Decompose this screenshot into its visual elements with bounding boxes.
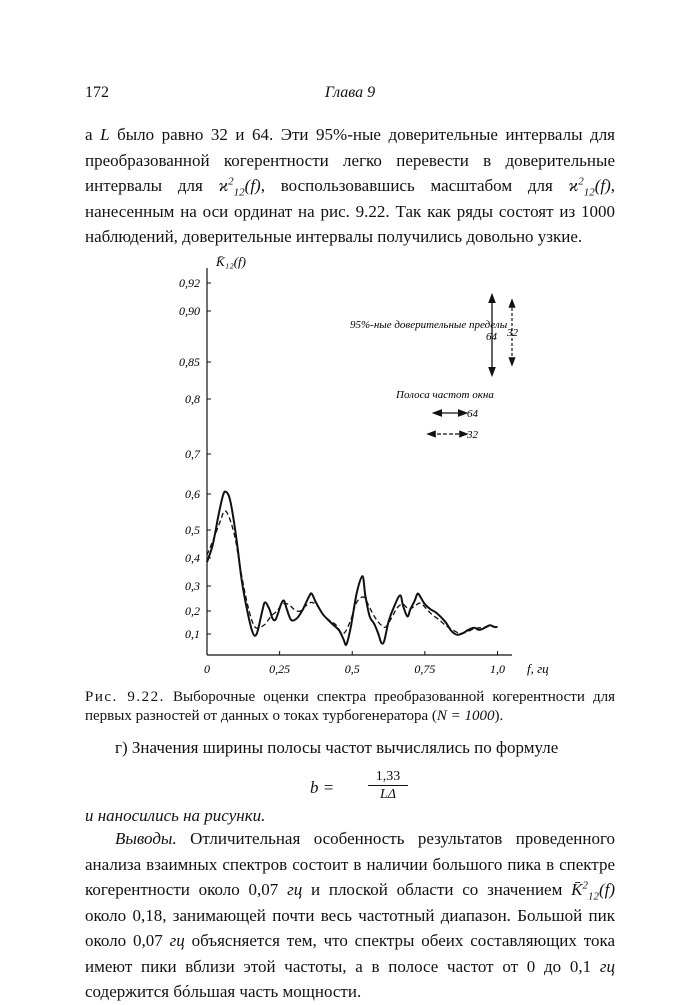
kappa-letter: ϰ (568, 176, 579, 195)
text-run: и плоской области со значением (302, 880, 572, 899)
conclusion-lead: Выводы. (115, 829, 177, 848)
ci-label: 95%-ные доверительные пределы (350, 319, 508, 331)
y-tick-label: 0,4 (185, 551, 200, 565)
legend-confidence (350, 298, 519, 372)
subscript: 12 (583, 186, 595, 199)
text-run: содержится бóльшая часть мощности. (85, 982, 362, 1001)
x-tick-label: 0,25 (269, 662, 291, 676)
y-tick-label: 0,1 (185, 627, 200, 641)
y-tick-label: 0,90 (179, 304, 200, 318)
page-number: 172 (85, 84, 109, 101)
argument: (f) (598, 880, 615, 899)
x-tick-label: 0,75 (414, 662, 436, 676)
unit: гц (169, 931, 185, 950)
unit: гц (287, 880, 303, 899)
caption-label: Рис. 9.22. (85, 689, 165, 705)
x-tick-label: 0,5 (344, 662, 360, 676)
chapter-title: Глава 9 (324, 84, 376, 101)
formula-lhs: b = (310, 778, 335, 797)
y-axis-ticks (179, 276, 211, 641)
item-g-text: г) Значения ширины полосы частот вычислялись по формуле (115, 738, 559, 757)
y-tick-label: 0,7 (185, 447, 200, 461)
chart-series (207, 491, 498, 645)
subscript: 12 (587, 890, 599, 903)
conclusion-paragraph (85, 826, 615, 1005)
superscript: 2 (228, 175, 234, 188)
x-tick-label: 1,0 (489, 662, 505, 676)
window-32-label: 32 (467, 429, 478, 441)
superscript: 2 (582, 879, 588, 892)
caption-text: Выборочные оценки спектра преобразованной когерентности для первых разностей от данных о токах турбогенератора ( (85, 689, 615, 724)
text-run: a (85, 125, 101, 144)
formula-numerator: 1,33 (368, 768, 408, 786)
text-run: , воспользовавшись масштабом для (260, 176, 569, 195)
figure-caption (85, 688, 615, 726)
subscript: 12 (233, 186, 245, 199)
after-formula-text: и наносились на рисунки. (85, 806, 266, 825)
y-tick-label: 0,6 (185, 487, 200, 501)
argument: (f) (594, 176, 611, 195)
text-run: объясняется тем, что спектры обеих составляющих тока имеют пики вблизи этой частоты, а в полосе частот от 0 до 0,1 (85, 931, 615, 976)
ci-64-label: 64 (486, 331, 497, 343)
series-line-64 (207, 491, 498, 645)
ci-32-label: 32 (507, 327, 518, 339)
variable-L: L (100, 125, 110, 144)
text-run: было равно 32 и 64. Эти 95%-ные доверительные интервалы для преобразованной когерентности легко перевести в доверительные интервалы для (85, 125, 616, 195)
text-run: , нанесенным на оси ординат на рис. 9.22. Так как ряды состоят из 1000 наблюдений, доверительные интервалы получились довольно узкие. (85, 176, 615, 246)
x-axis-label: f, гц (527, 661, 549, 676)
window-64-label: 64 (467, 408, 478, 420)
formula-denominator: LΔ (379, 787, 396, 802)
formula-fraction (368, 768, 408, 803)
superscript: 2 (578, 175, 584, 188)
y-axis-label: K̄₁₂(f) (216, 254, 246, 269)
bandwidth-formula (310, 768, 430, 808)
x-tick-label: 0 (204, 662, 210, 676)
y-tick-label: 0,3 (185, 579, 200, 593)
text-run: около 0,18, занимающей почти весь частотный диапазон. Большой пик около 0,07 (85, 905, 615, 950)
caption-text-end: ). (494, 708, 504, 724)
legend-window (395, 389, 494, 441)
window-label: Полоса частот окна (396, 389, 494, 401)
y-tick-label: 0,92 (179, 276, 200, 290)
series-line-32 (207, 511, 498, 634)
argument: (f) (244, 176, 261, 195)
y-tick-label: 0,8 (185, 392, 200, 406)
caption-n: N = 1000 (436, 708, 495, 724)
unit: гц (599, 956, 615, 976)
k-symbol (571, 879, 615, 903)
y-tick-label: 0,5 (185, 523, 200, 537)
kappa-letter: ϰ (218, 176, 229, 195)
text-run: Отличительная особенность результатов проведенного анализа взаимных спектров состоит в наличии большого пика в спектре когерентности около 0,07 (85, 829, 615, 899)
y-tick-label: 0,85 (179, 355, 200, 369)
k-letter: K̄ (571, 880, 583, 899)
y-tick-label: 0,2 (185, 604, 200, 618)
